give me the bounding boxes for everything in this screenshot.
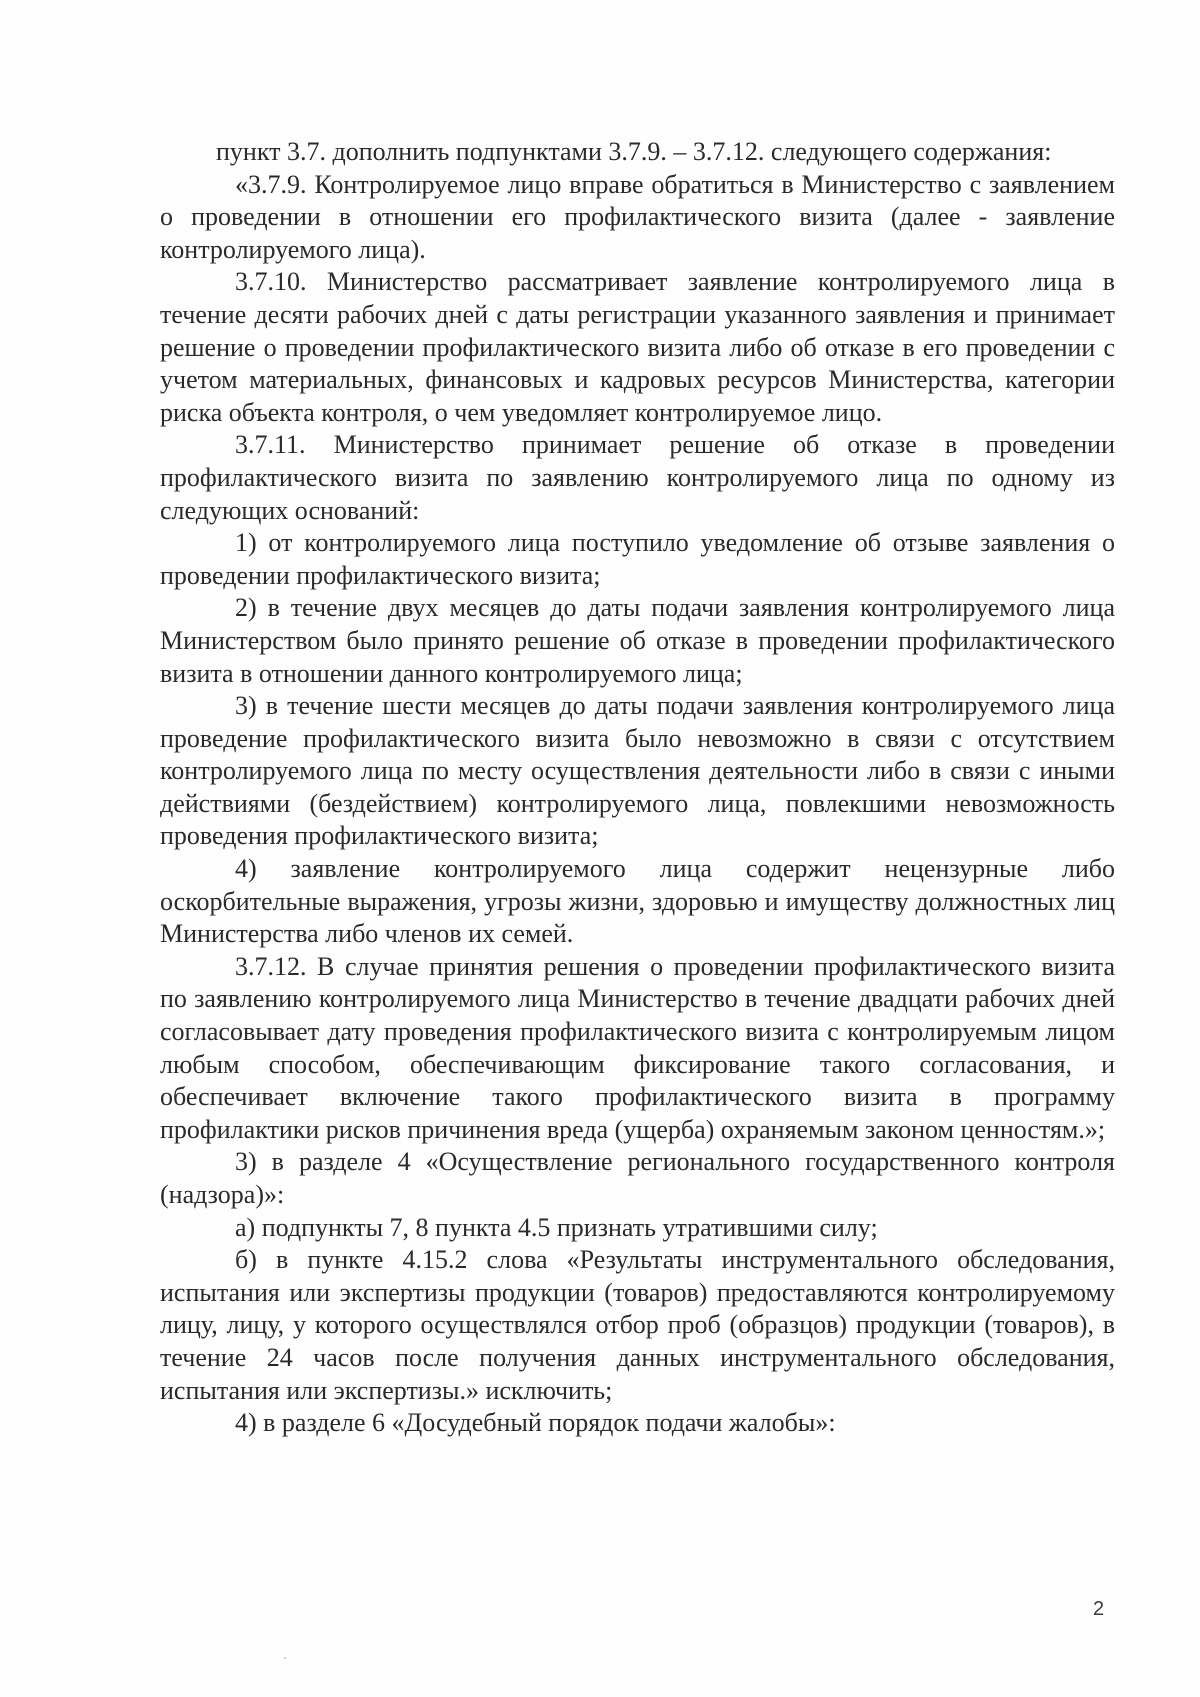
paragraph-section-4-b: б) в пункте 4.15.2 слова «Результаты инструментального обследования, испытания или экспертизы продукции (товаров) предоставляются контролируемому лицу, лицу, у которого осуществлялся отбор проб (образцов) продукции (товаров), в течение 24 часов после получения данных инструментального обследования, испытания или экспертизы.» исключить; [160, 1245, 1115, 1405]
page-number: 2 [1093, 1598, 1105, 1620]
paragraph-section-4: 3) в разделе 4 «Осуществление регионального государственного контроля (надзора)»: [160, 1147, 1115, 1209]
paragraph-3-7-9: «3.7.9. Контролируемое лицо вправе обратиться в Министерство с заявлением о проведении в отношении его профилактического визита (далее - заявление контролируемого лица). [160, 169, 1115, 264]
paragraph-ground-2: 2) в течение двух месяцев до даты подачи заявления контролируемого лица Министерством было принято решение об отказе в проведении профилактического визита в отношении данного контролируемого лица; [160, 593, 1115, 688]
paragraph-3-7-12: 3.7.12. В случае принятия решения о проведении профилактического визита по заявлению контролируемого лица Министерство в течение двадцати рабочих дней согласовывает дату проведения профилактического визита с контролируемым лицом любым способом, обеспечивающим фиксирование такого согласования, и обеспечивает включение такого профилактического визита в программу профилактики рисков причинения вреда (ущерба) охраняемым законом ценностям.»; [160, 951, 1115, 1144]
scan-artifact [284, 1657, 286, 1659]
paragraph-intro: пункт 3.7. дополнить подпунктами 3.7.9. – 3.7.12. следующего содержания: [216, 137, 1052, 166]
paragraph-3-7-11: 3.7.11. Министерство принимает решение об отказе в проведении профилактического визита по заявлению контролируемого лица по одному из следующих оснований: [160, 430, 1115, 525]
paragraph-section-6: 4) в разделе 6 «Досудебный порядок подачи жалобы»: [235, 1408, 836, 1438]
paragraph-3-7-10: 3.7.10. Министерство рассматривает заявление контролируемого лица в течение десяти рабочих дней с даты регистрации указанного заявления и принимает решение о проведении профилактического визита либо об отказе в его проведении с учетом материальных, финансовых и кадровых ресурсов Министерства, категории риска объекта контроля, о чем уведомляет контролируемое лицо. [160, 267, 1115, 427]
paragraph-ground-4: 4) заявление контролируемого лица содержит нецензурные либо оскорбительные выражения, угрозы жизни, здоровью и имуществу должностных лиц Министерства либо членов их семей. [160, 854, 1115, 949]
document-body [160, 136, 1115, 1440]
paragraph-ground-1: 1) от контролируемого лица поступило уведомление об отзыве заявления о проведении профилактического визита; [160, 528, 1115, 590]
paragraph-ground-3: 3) в течение шести месяцев до даты подачи заявления контролируемого лица проведение профилактического визита было невозможно в связи с отсутствием контролируемого лица по месту осуществления деятельности либо в связи с иными действиями (бездействием) контролируемого лица, повлекшими невозможность проведения профилактического визита; [160, 691, 1115, 851]
paragraph-section-4-a: а) подпункты 7, 8 пункта 4.5 признать утратившими силу; [235, 1212, 878, 1242]
